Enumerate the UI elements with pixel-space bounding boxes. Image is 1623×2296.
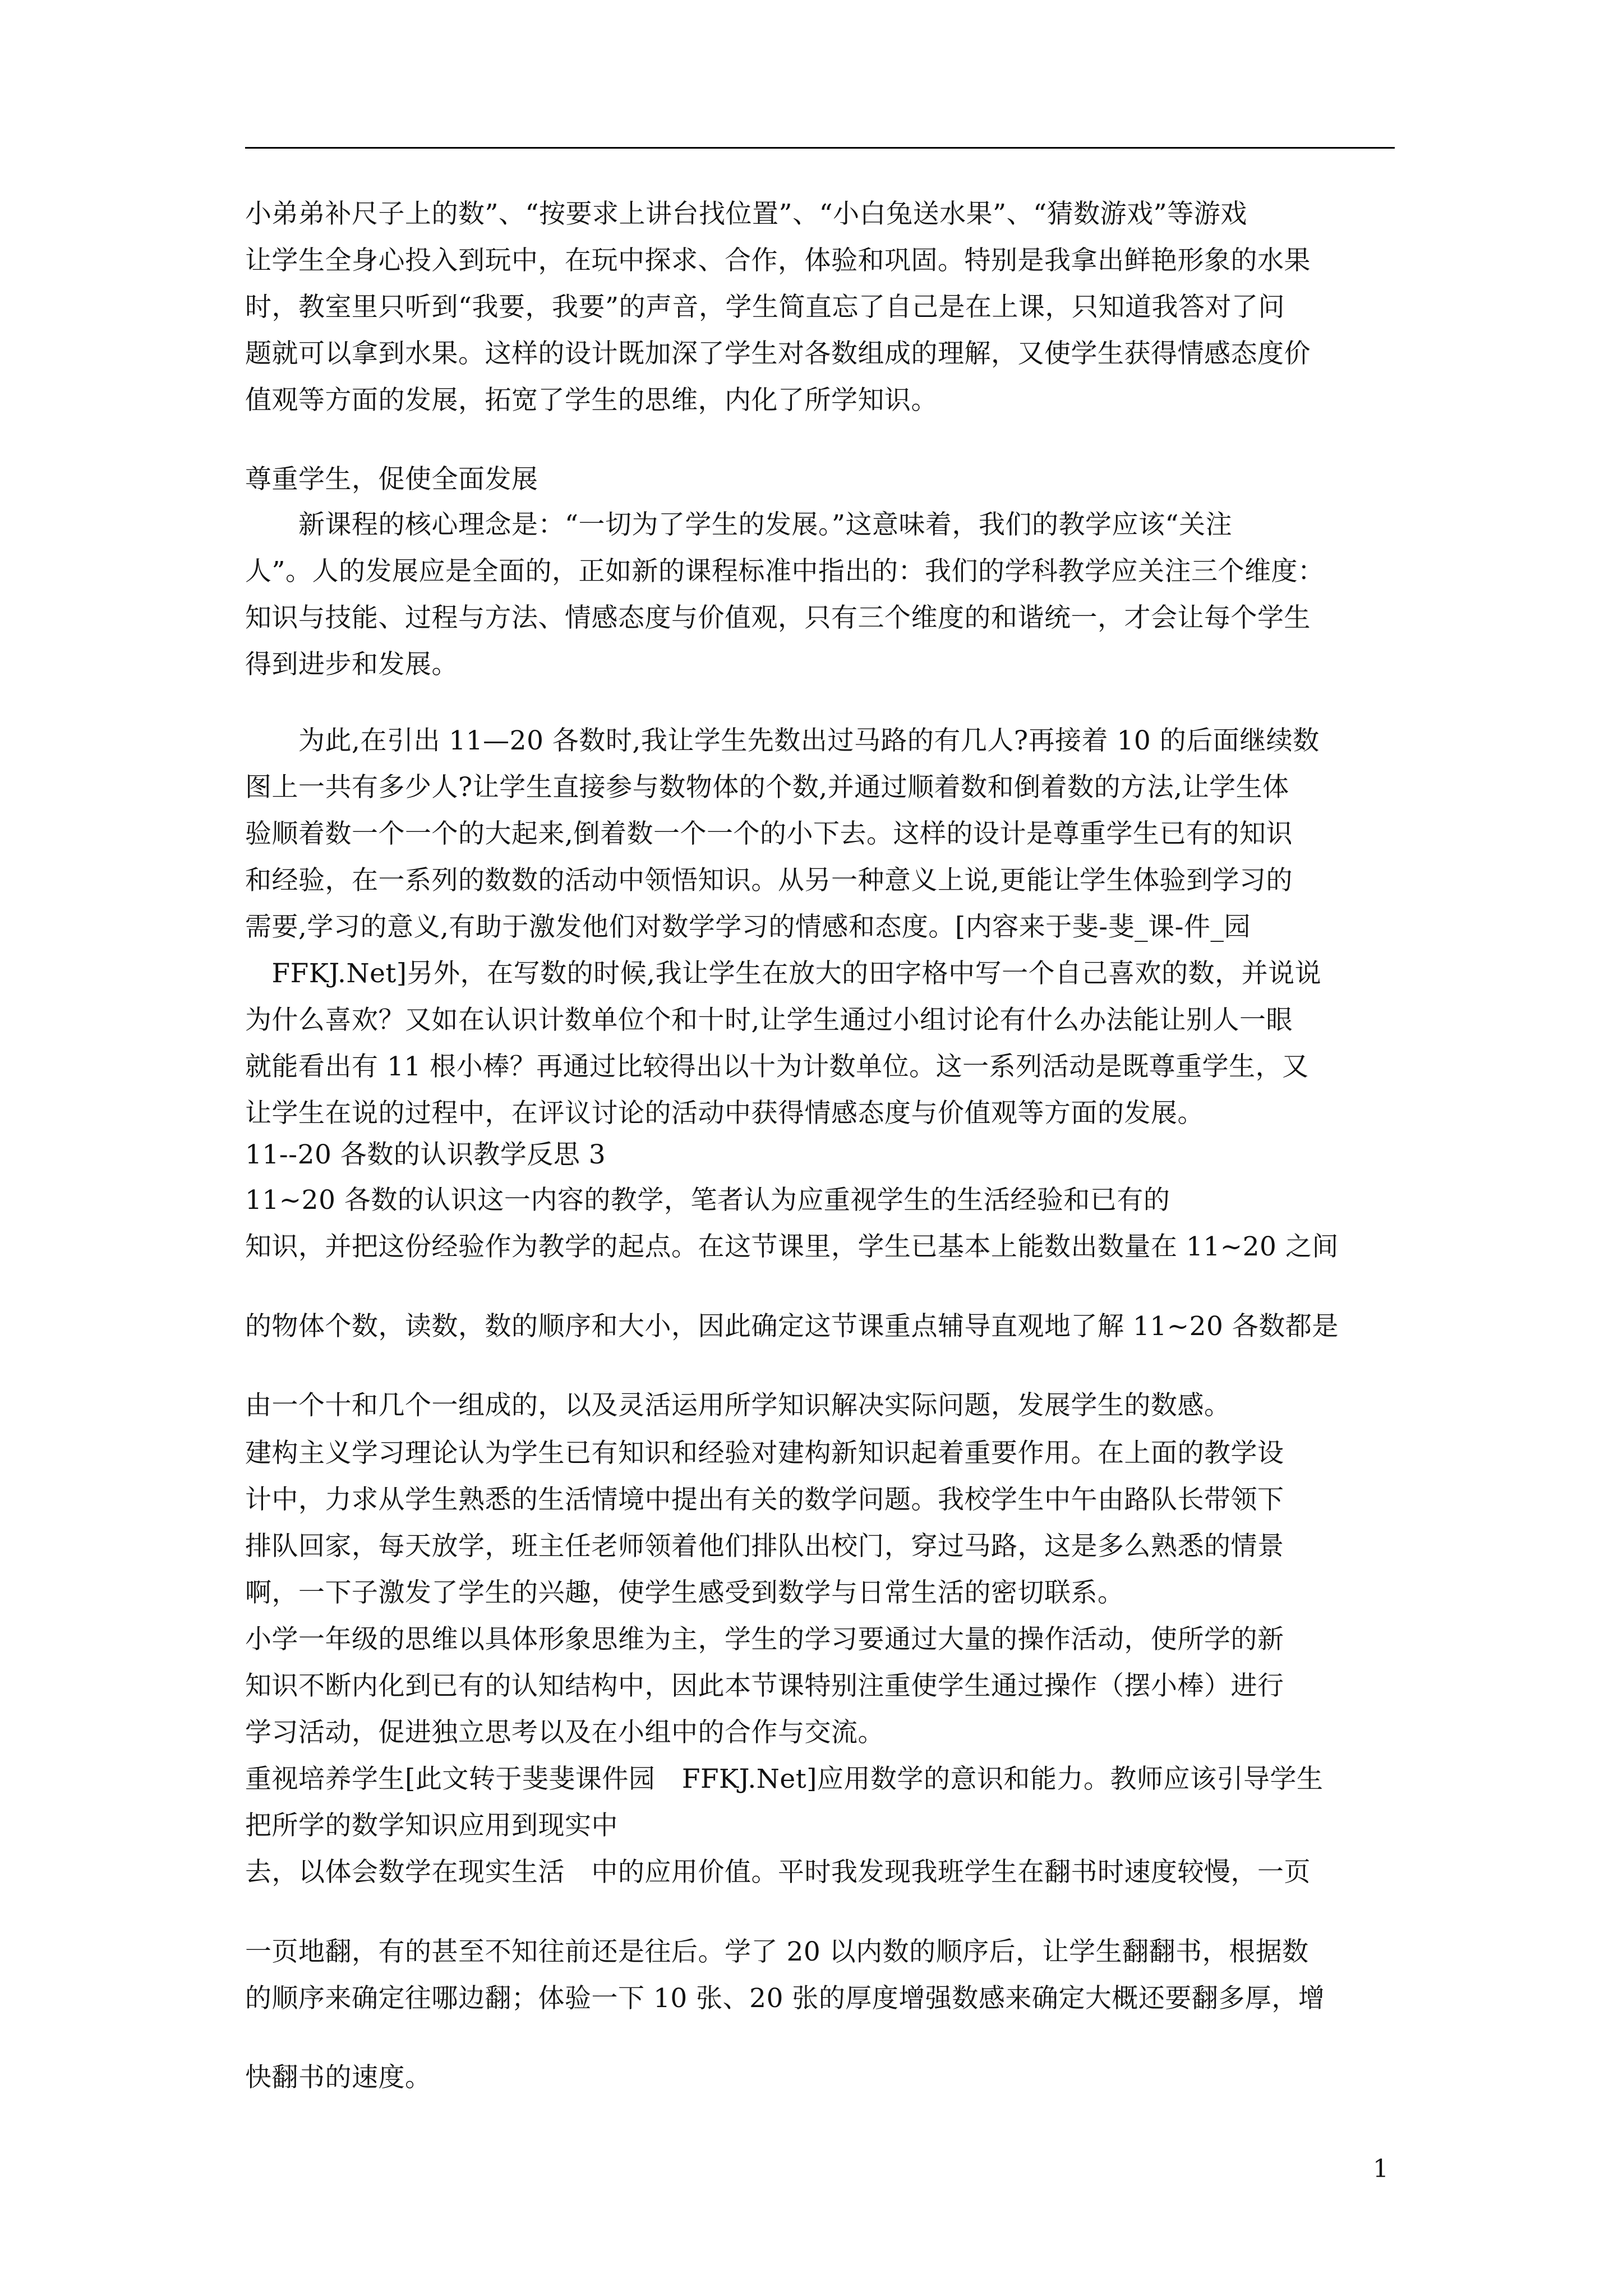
text-line: 知识，并把这份经验作为教学的起点。在这节课里，学生已基本上能数出数量在 11~20 之间 bbox=[245, 1231, 1339, 1262]
text-line: 计中，力求从学生熟悉的生活情境中提出有关的数学问题。我校学生中午由路队长带领下 bbox=[245, 1484, 1284, 1515]
section-heading: 尊重学生，促使全面发展 bbox=[245, 464, 538, 495]
text-line: 小弟弟补尺子上的数”、“按要求上讲台找位置”、“小白兔送水果”、“猜数游戏”等游戏 bbox=[245, 199, 1247, 229]
header-rule bbox=[245, 147, 1395, 149]
section-heading: 11--20 各数的认识教学反思 3 bbox=[245, 1139, 606, 1170]
text-line: 重视培养学生[此文转于斐斐课件园 FFKJ.Net]应用数学的意识和能力。教师应该引导学生 bbox=[245, 1764, 1324, 1795]
text-line: 让学生全身心投入到玩中，在玩中探求、合作，体验和巩固。特别是我拿出鲜艳形象的水果 bbox=[245, 245, 1311, 276]
text-line: 建构主义学习理论认为学生已有知识和经验对建构新知识起着重要作用。在上面的教学设 bbox=[245, 1438, 1284, 1469]
text-line: 和经验，在一系列的数数的活动中领悟知识。从另一种意义上说,更能让学生体验到学习的 bbox=[245, 865, 1293, 896]
text-line: 学习活动，促进独立思考以及在小组中的合作与交流。 bbox=[245, 1717, 884, 1748]
text-line: 让学生在说的过程中，在评议讨论的活动中获得情感态度与价值观等方面的发展。 bbox=[245, 1098, 1204, 1129]
text-line: 新课程的核心理念是：“一切为了学生的发展。”这意味着，我们的教学应该“关注 bbox=[245, 509, 1233, 540]
page-number: 1 bbox=[1373, 2155, 1389, 2183]
text-line: 验顺着数一个一个的大起来,倒着数一个一个的小下去。这样的设计是尊重学生已有的知识 bbox=[245, 818, 1293, 849]
text-line: 一页地翻，有的甚至不知往前还是往后。学了 20 以内数的顺序后，让学生翻翻书，根据数 bbox=[245, 1936, 1309, 1967]
text-line: 知识与技能、过程与方法、情感态度与价值观，只有三个维度的和谐统一，才会让每个学生 bbox=[245, 602, 1311, 633]
text-line: 的顺序来确定往哪边翻；体验一下 10 张、20 张的厚度增强数感来确定大概还要翻多厚，增 bbox=[245, 1983, 1325, 2014]
text-line: 快翻书的速度。 bbox=[245, 2062, 432, 2093]
text-line: 啊，一下子激发了学生的兴趣，使学生感受到数学与日常生活的密切联系。 bbox=[245, 1577, 1124, 1608]
text-line: 时，教室里只听到“我要，我要”的声音，学生简直忘了自己是在上课，只知道我答对了问 bbox=[245, 292, 1285, 323]
text-line: FFKJ.Net]另外，在写数的时候,我让学生在放大的田字格中写一个自己喜欢的数，并说说 bbox=[245, 958, 1322, 989]
text-line: 图上一共有多少人?让学生直接参与数物体的个数,并通过顺着数和倒着数的方法,让学生体 bbox=[245, 772, 1289, 803]
text-line: 题就可以拿到水果。这样的设计既加深了学生对各数组成的理解，又使学生获得情感态度价 bbox=[245, 338, 1311, 369]
text-line: 去，以体会数学在现实生活 中的应用价值。平时我发现我班学生在翻书时速度较慢，一页 bbox=[245, 1857, 1311, 1888]
text-line: 知识不断内化到已有的认知结构中，因此本节课特别注重使学生通过操作（摆小棒）进行 bbox=[245, 1671, 1284, 1701]
text-line: 就能看出有 11 根小棒？再通过比较得出以十为计数单位。这一系列活动是既尊重学生，又 bbox=[245, 1051, 1309, 1082]
text-line: 需要,学习的意义,有助于激发他们对数学学习的情感和态度。[内容来于斐-斐_课-件_园 bbox=[245, 912, 1251, 942]
text-line: 的物体个数，读数，数的顺序和大小，因此确定这节课重点辅导直观地了解 11~20 各数都是 bbox=[245, 1311, 1339, 1342]
text-line: 为什么喜欢？又如在认识计数单位个和十时,让学生通过小组讨论有什么办法能让别人一眼 bbox=[245, 1005, 1293, 1036]
text-line: 小学一年级的思维以具体形象思维为主，学生的学习要通过大量的操作活动，使所学的新 bbox=[245, 1624, 1284, 1655]
text-line: 得到进步和发展。 bbox=[245, 649, 458, 680]
text-line: 值观等方面的发展，拓宽了学生的思维，内化了所学知识。 bbox=[245, 385, 938, 416]
text-line: 为此,在引出 11—20 各数时,我让学生先数出过马路的有几人?再接着 10 的后面继续数 bbox=[245, 725, 1320, 756]
text-line: 人”。人的发展应是全面的，正如新的课程标准中指出的：我们的学科教学应关注三个维度： bbox=[245, 556, 1325, 587]
text-line: 把所学的数学知识应用到现实中 bbox=[245, 1810, 618, 1841]
text-line: 由一个十和几个一组成的，以及灵活运用所学知识解决实际问题，发展学生的数感。 bbox=[245, 1390, 1231, 1421]
text-line: 11~20 各数的认识这一内容的教学，笔者认为应重视学生的生活经验和已有的 bbox=[245, 1185, 1170, 1216]
text-line: 排队回家，每天放学，班主任老师领着他们排队出校门，穿过马路，这是多么熟悉的情景 bbox=[245, 1531, 1284, 1562]
